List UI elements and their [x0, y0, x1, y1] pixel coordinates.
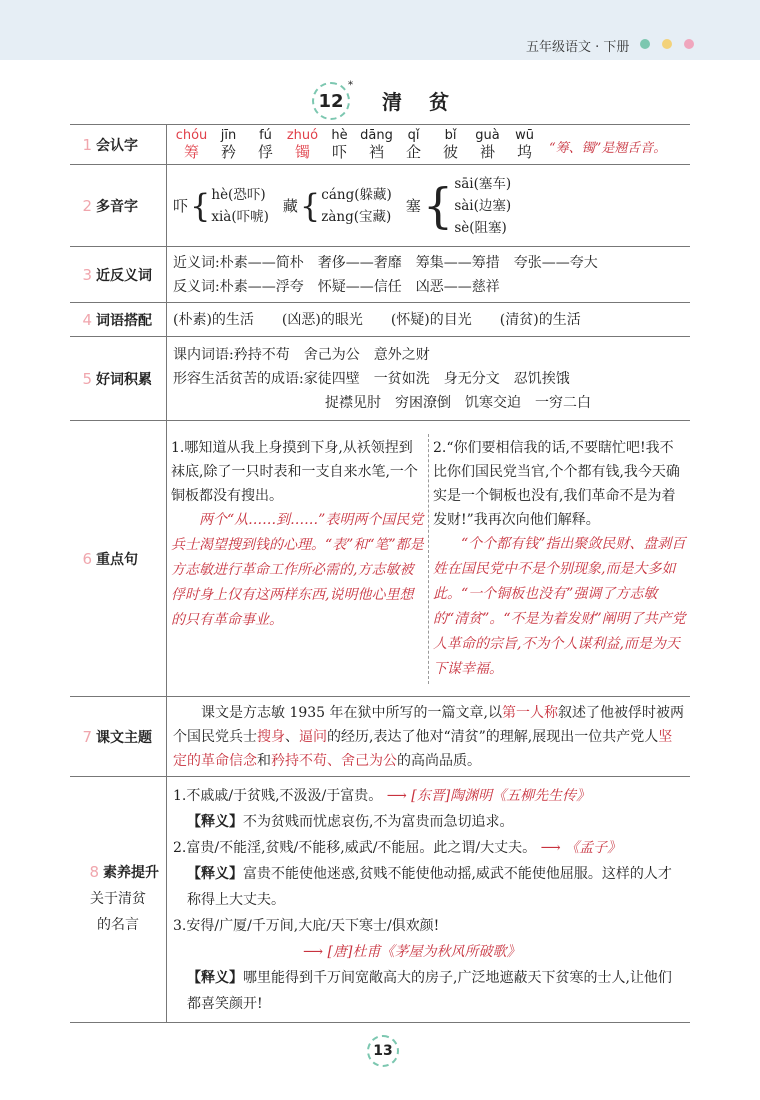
pinyin: hè — [331, 128, 348, 143]
explain-1: 【释义】不为贫贱而忧虑哀伤,不为富贵而急切追求。 — [187, 813, 514, 830]
polyphone-groups — [173, 173, 684, 239]
row-label — [70, 697, 167, 777]
row-content — [167, 247, 691, 303]
pinyin-char — [321, 128, 358, 161]
character: 彼 — [442, 143, 458, 161]
quote-2: 2.富贵/不能淫,贫贱/不能移,威武/不能屈。此之谓/大丈夫。 ⟶ 《孟子》 — [173, 839, 622, 856]
words-line-1: 课内词语:矜持不苟 舍己为公 意外之财 — [173, 346, 430, 363]
row-title: 好词积累 — [96, 371, 152, 388]
synonym-line: 近义词:朴素——简朴 奢侈——奢靡 筹集——筹措 夸张——夸大 — [173, 254, 598, 271]
polyphone-reading: sài(边塞) — [454, 197, 512, 214]
row-label — [70, 421, 167, 697]
polyphone-char: 藏 — [282, 196, 298, 215]
keyword: 搜身 — [257, 728, 285, 745]
sentence-1 — [167, 434, 429, 684]
polyphone-group — [406, 173, 511, 239]
quote-3-source-line — [173, 939, 684, 965]
character: 褂 — [479, 143, 495, 161]
pinyin-char — [247, 128, 284, 161]
row-theme — [70, 697, 690, 777]
sentence-2-text: 2.“你们要相信我的话,不要瞎忙吧!我不比你们国民党当官,个个都有钱,我今天确实是一个铜板也没有,我们革命不是为着发财!”我再次向他们解释。 — [433, 439, 680, 528]
row-title: 课文主题 — [96, 729, 152, 746]
polyphone-reading: cáng(躲藏) — [321, 186, 392, 203]
arrow-icon: ⟶ — [303, 943, 324, 960]
pinyin: wū — [515, 128, 534, 143]
pinyin: zhuó — [286, 128, 319, 143]
row-content — [167, 697, 691, 777]
arrow-icon: ⟶ — [386, 787, 407, 804]
pinyin-note: “筹、镯”是翘舌音。 — [549, 141, 667, 156]
pinyin-char — [469, 128, 506, 161]
row-number: 1 — [82, 135, 92, 154]
study-table — [70, 124, 690, 1023]
quote-3-source: [唐]杜甫《茅屋为秋风所破歌》 — [327, 943, 521, 960]
pinyin-char — [395, 128, 432, 161]
character: 筹 — [183, 143, 199, 161]
brace-icon: { — [299, 186, 321, 225]
dot-pink — [684, 39, 694, 49]
lesson-number-badge: 12 — [312, 82, 350, 120]
character: 企 — [405, 143, 421, 161]
row-number: 4 — [82, 310, 92, 329]
row-content — [167, 777, 691, 1023]
row-title: 近反义词 — [96, 267, 152, 284]
sentence-2 — [429, 434, 690, 684]
lesson-star: * — [348, 80, 353, 91]
polyphone-char: 吓 — [173, 196, 189, 215]
row-title: 素养提升 — [103, 864, 159, 881]
row-synonyms — [70, 247, 690, 303]
words-line-3: 捉襟见肘 穷困潦倒 饥寒交迫 一穷二白 — [325, 394, 591, 411]
pinyin-char — [173, 128, 210, 161]
polyphone-char: 塞 — [405, 196, 421, 215]
row-good-words — [70, 337, 690, 421]
row-title: 词语搭配 — [96, 312, 152, 329]
quote-1: 1.不戚戚/于贫贱,不汲汲/于富贵。 ⟶ [东晋]陶渊明《五柳先生传》 — [173, 787, 591, 804]
row-quotes — [70, 777, 690, 1023]
row-characters — [70, 125, 690, 165]
row-label — [70, 777, 167, 1023]
pinyin-char — [210, 128, 247, 161]
page-number: 13 — [367, 1035, 399, 1067]
row-number: 7 — [82, 727, 92, 746]
pinyin-list — [173, 128, 684, 161]
character: 裆 — [368, 143, 384, 161]
row-sublabel: 关于清贫 — [90, 890, 146, 907]
quote-3: 3.安得/广厦/千万间,大庇/天下寒士/俱欢颜! — [173, 917, 440, 934]
row-sublabel: 的名言 — [97, 916, 139, 933]
sentence-2-note: “个个都有钱”指出聚敛民财、盘剥百姓在国民党中不是个别现象,而是大多如此。“一个铜板也没有”强调了方志敏的“清贫”。“不是为着发财”阐明了共产党人革命的宗旨,不为个人谋利益,而是为天下谋幸福。 — [433, 535, 686, 677]
polyphone-group — [173, 184, 269, 228]
row-collocations — [70, 303, 690, 337]
collocation-text: (朴素)的生活 (凶恶)的眼光 (怀疑)的目光 (清贫)的生活 — [173, 311, 581, 328]
row-number: 8 — [89, 862, 99, 881]
words-line-2: 形容生活贫苦的成语:家徒四壁 一贫如洗 身无分文 忍饥挨饿 — [173, 370, 570, 387]
polyphone-reading: xià(吓唬) — [211, 208, 269, 225]
pinyin: jīn — [220, 128, 237, 143]
row-title: 会认字 — [96, 137, 138, 154]
sentence-1-text: 1.哪知道从我上身摸到下身,从袄领捏到袜底,除了一只时表和一支自来水笔,一个铜板都没有搜出。 — [171, 439, 418, 504]
row-number: 2 — [82, 196, 92, 215]
pinyin: chóu — [175, 128, 208, 143]
keyword: 逼问 — [299, 728, 327, 745]
character: 坞 — [516, 143, 532, 161]
row-title: 多音字 — [96, 198, 138, 215]
explain-2: 【释义】富贵不能使他迷惑,贫贱不能使他动摇,威武不能使他屈服。这样的人才称得上大丈夫。 — [187, 865, 672, 908]
character: 吓 — [331, 143, 347, 161]
row-polyphones — [70, 165, 690, 247]
sentence-1-note: 两个“从……到……”表明两个国民党兵士渴望搜到钱的心理。“表”和“笔”都是方志敏进行革命工作所必需的,方志敏被俘时身上仅有这两样东西,说明他心里想的只有革命事业。 — [171, 511, 424, 628]
row-label — [70, 247, 167, 303]
quote-2-source: 《孟子》 — [565, 839, 622, 856]
keyword: 矜持不苟、舍己为公 — [271, 752, 397, 769]
row-label — [70, 165, 167, 247]
row-content — [167, 125, 691, 165]
book-title: 五年级语文 · 下册 — [526, 40, 630, 55]
polyphone-reading: zàng(宝藏) — [321, 208, 392, 225]
row-title: 重点句 — [96, 551, 138, 568]
polyphone-reading: hè(恐吓) — [211, 186, 266, 203]
row-number: 6 — [82, 549, 92, 568]
row-content — [167, 303, 691, 337]
quote-1-source: [东晋]陶渊明《五柳先生传》 — [411, 787, 591, 804]
pinyin: qǐ — [407, 128, 420, 143]
explain-3: 【释义】哪里能得到千万间宽敞高大的房子,广泛地遮蔽天下贫寒的士人,让他们都喜笑颜开! — [187, 969, 672, 1012]
pinyin: guà — [475, 128, 500, 143]
keyword: 第一人称 — [501, 704, 558, 721]
row-content — [167, 337, 691, 421]
pinyin-char — [506, 128, 543, 161]
dot-yellow — [662, 39, 672, 49]
row-label — [70, 303, 167, 337]
antonym-line: 反义词:朴素——浮夸 怀疑——信任 凶恶——慈祥 — [173, 278, 500, 295]
keyword: 坚定的革命信念 — [173, 728, 673, 769]
row-label — [70, 125, 167, 165]
row-number: 3 — [82, 265, 92, 284]
top-banner — [0, 0, 760, 60]
polyphone-group — [283, 184, 392, 228]
lesson-title: 清 贫 — [382, 90, 459, 114]
row-content — [167, 421, 691, 697]
row-label — [70, 337, 167, 421]
pinyin: fú — [259, 128, 272, 143]
row-key-sentences — [70, 421, 690, 697]
brace-icon: { — [190, 186, 211, 225]
brace-icon: { — [422, 177, 454, 234]
character: 镯 — [294, 143, 310, 161]
pinyin: dāng — [360, 128, 393, 143]
polyphone-reading: sāi(塞车) — [454, 175, 512, 192]
row-content — [167, 165, 691, 247]
dot-teal — [640, 39, 650, 49]
character: 矜 — [220, 143, 236, 161]
arrow-icon: ⟶ — [540, 839, 561, 856]
polyphone-reading: sè(阻塞) — [454, 219, 507, 236]
pinyin: bǐ — [444, 128, 457, 143]
pinyin-char — [432, 128, 469, 161]
theme-text: 课文是方志敏 1935 年在狱中所写的一篇文章,以第一人称叙述了他被俘时被两个国民党兵士搜身、逼问的经历,表达了他对“清贫”的理解,展现出一位共产党人坚定的革命信念和矜持不苟、舍己为公的高尚品质。 — [173, 704, 684, 769]
character: 俘 — [257, 143, 273, 161]
pinyin-char — [284, 128, 321, 161]
pinyin-char — [358, 128, 395, 161]
row-number: 5 — [82, 369, 92, 388]
